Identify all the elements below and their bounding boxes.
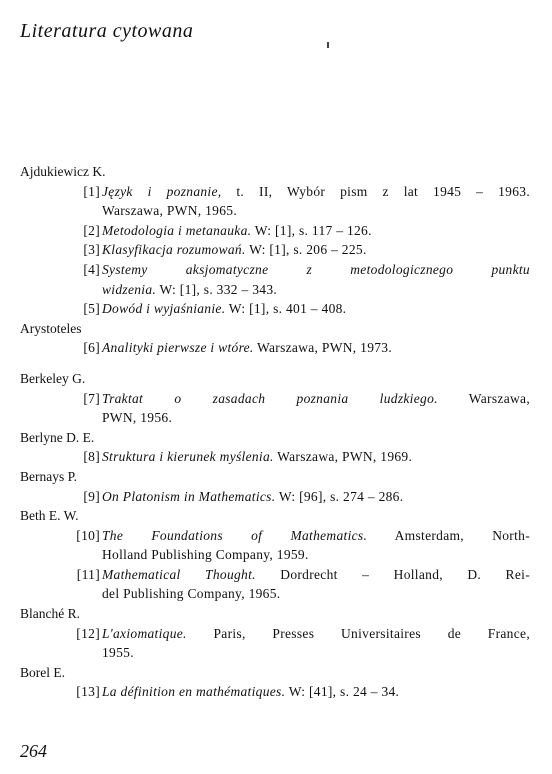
- entry-line: [102, 526, 530, 546]
- print-speck: [327, 42, 329, 48]
- bibliography-entry: [20, 682, 530, 702]
- entry-number: [7]: [83, 390, 100, 406]
- bibliography-entry: [20, 221, 530, 241]
- entry-title: Metodologia i metanauka.: [102, 222, 252, 238]
- entry-line: [102, 221, 530, 241]
- entry-line: [102, 584, 530, 604]
- entry-line: [102, 260, 530, 280]
- author-heading: Borel E.: [20, 664, 65, 680]
- entry-line: [102, 280, 530, 300]
- bibliography-entry: [20, 182, 530, 221]
- entry-title: Traktat o zasadach poznania ludzkiego.: [102, 390, 438, 406]
- entry-title: Język i poznanie,: [102, 183, 222, 199]
- entry-number: [11]: [76, 566, 100, 582]
- bibliography-entry: [20, 338, 530, 358]
- entry-number: [5]: [83, 301, 100, 317]
- entry-number: [9]: [83, 488, 100, 504]
- entry-line: [102, 408, 530, 428]
- entry-line: [102, 201, 530, 221]
- entry-title: Struktura i kierunek myślenia.: [102, 449, 274, 465]
- entry-title: Mathematical Thought.: [102, 566, 256, 582]
- bibliography-entry: [20, 260, 530, 299]
- bibliography-entry: [20, 240, 530, 260]
- entry-details: Paris, Presses Universitaires de France,: [186, 625, 530, 641]
- entry-details: 1955.: [102, 645, 134, 661]
- entry-details: Dordrecht – Holland, D. Rei-: [255, 566, 530, 582]
- author-heading: Bernays P.: [20, 468, 77, 484]
- bibliography-entry: [20, 624, 530, 663]
- entry-title: Systemy aksjomatyczne z metodologicznego punktu: [102, 261, 530, 277]
- entry-line: [102, 565, 530, 585]
- bibliography-entry: [20, 447, 530, 467]
- entry-details: Amsterdam, North-: [367, 527, 530, 543]
- entry-number: [10]: [76, 527, 100, 543]
- entry-title: Klasyfikacja rozumowań.: [102, 242, 246, 258]
- entry-details: W: [1], s. 332 – 343.: [156, 281, 278, 297]
- entry-line: [102, 682, 530, 702]
- bibliography-list: [20, 162, 530, 702]
- entry-number: [6]: [83, 340, 100, 356]
- author-heading: Berlyne D. E.: [20, 429, 95, 445]
- entry-details: PWN, 1956.: [102, 410, 173, 426]
- entry-number: [12]: [76, 625, 100, 641]
- entry-line: [102, 643, 530, 663]
- entry-details: W: [1], s. 206 – 225.: [245, 242, 367, 258]
- entry-line: [102, 624, 530, 644]
- entry-line: [102, 545, 530, 565]
- entry-details: Warszawa, PWN, 1969.: [273, 449, 413, 465]
- author-heading: Arystoteles: [20, 320, 82, 336]
- page-title: Literatura cytowana: [20, 20, 194, 42]
- author-heading: Ajdukiewicz K.: [20, 164, 106, 179]
- entry-number: [2]: [83, 222, 100, 238]
- entry-details: W: [41], s. 24 – 34.: [285, 684, 400, 700]
- entry-title: The Foundations of Mathematics.: [102, 527, 368, 543]
- bibliography-entry: [20, 487, 530, 507]
- entry-line: [102, 338, 530, 358]
- entry-title: On Platonism in Mathematics.: [102, 488, 276, 504]
- entry-details: W: [1], s. 117 – 126.: [251, 222, 372, 238]
- author-heading: Blanché R.: [20, 606, 80, 622]
- bibliography-entry: [20, 526, 530, 565]
- entry-details: t. II, Wybór pism z lat 1945 – 1963.: [221, 183, 530, 199]
- entry-line: [102, 182, 530, 202]
- entry-number: [4]: [83, 261, 100, 277]
- page-number: 264: [20, 741, 47, 761]
- entry-line: [102, 240, 530, 260]
- entry-details: del Publishing Company, 1965.: [102, 586, 281, 602]
- entry-line: [102, 487, 530, 507]
- author-heading: Berkeley G.: [20, 370, 86, 386]
- entry-number: [3]: [83, 242, 100, 258]
- entry-number: [8]: [83, 449, 100, 465]
- entry-details: Warszawa, PWN, 1973.: [253, 340, 393, 356]
- entry-number: [1]: [83, 183, 100, 199]
- entry-title: La définition en mathématiques.: [102, 684, 286, 700]
- entry-title: Analityki pierwsze i wtóre.: [102, 340, 254, 356]
- entry-title: widzenia.: [102, 281, 157, 297]
- entry-line: [102, 299, 530, 319]
- author-heading: Beth E. W.: [20, 508, 79, 524]
- entry-title: Dowód i wyjaśnianie.: [102, 301, 226, 317]
- entry-line: [102, 389, 530, 409]
- bibliography-entry: [20, 299, 530, 319]
- bibliography-entry: [20, 389, 530, 428]
- entry-details: Warszawa, PWN, 1965.: [102, 203, 238, 219]
- bibliography-entry: [20, 565, 530, 604]
- entry-line: [102, 447, 530, 467]
- entry-details: W: [96], s. 274 – 286.: [275, 488, 404, 504]
- entry-details: Holland Publishing Company, 1959.: [102, 547, 309, 563]
- entry-title: L'axiomatique.: [102, 625, 187, 641]
- entry-details: Warszawa,: [437, 390, 530, 406]
- entry-details: W: [1], s. 401 – 408.: [225, 301, 347, 317]
- entry-number: [13]: [76, 684, 100, 700]
